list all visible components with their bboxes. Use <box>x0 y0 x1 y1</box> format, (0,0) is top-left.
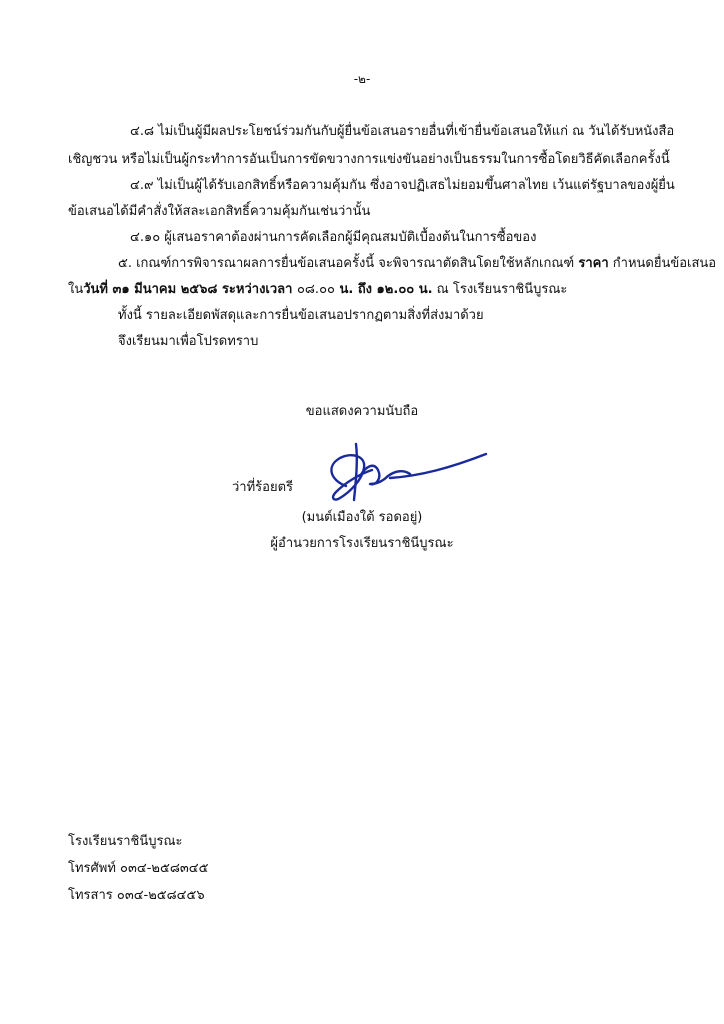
clause-5-text-c: กำหนดยื่นข้อเสนอ <box>608 256 717 271</box>
clause-5-line-1 <box>118 254 716 274</box>
footer-phone: โทรศัพท์ ๐๓๔-๒๕๘๓๔๕ <box>68 861 209 876</box>
signer-rank: ว่าที่ร้อยตรี <box>232 480 294 495</box>
footer-fax: โทรสาร ๐๓๔-๒๕๘๔๕๖ <box>68 888 205 903</box>
page-number: -๒- <box>353 72 371 86</box>
signer-name: (มนต์เมืองใต้ รอดอยู่) <box>301 510 423 525</box>
clause-4-8-line-1: ๔.๘ ไม่เป็นผู้มีผลประโยชน์ร่วมกันกับผู้ยื่นข้อเสนอรายอื่นที่เข้ายื่นข้อเสนอให้แก่ ณ วันได้รับหนังสือ <box>130 124 675 139</box>
clause-4-8-line-2: เชิญชวน หรือไม่เป็นผู้กระทำการอันเป็นการขัดขวางการแข่งขันอย่างเป็นธรรมในการซื้อโดยวิธีคัดเลือกครั้งนี้ <box>68 152 670 167</box>
clause-5-start-time: ๐๘.๐๐ <box>296 282 335 297</box>
signer-title: ผู้อำนวยการโรงเรียนราชินีบูรณะ <box>270 536 454 551</box>
clause-5-criterion: ราคา <box>578 256 609 271</box>
clause-4-10: ๔.๑๐ ผู้เสนอราคาต้องผ่านการคัดเลือกผู้มีคุณสมบัติเบื้องต้นในการซื้อของ <box>130 230 537 245</box>
clause-5-end-time: น. ถึง ๑๒.๐๐ น. <box>334 282 433 297</box>
signature-image <box>0 440 724 510</box>
clause-4-9-line-1: ๔.๙ ไม่เป็นผู้ได้รับเอกสิทธิ์หรือความคุ้มกัน ซึ่งอาจปฏิเสธไม่ยอมขึ้นศาลไทย เว้นแต่รัฐบาลของผู้ยื่น <box>130 178 675 193</box>
clause-4-9-line-2: ข้อเสนอได้มีคำสั่งให้สละเอกสิทธิ์ความคุ้มกันเช่นว่านั้น <box>68 204 371 219</box>
clause-5-in: ใน <box>68 282 84 297</box>
detail-sentence: ทั้งนี้ รายละเอียดพัสดุและการยื่นข้อเสนอปรากฏตามสิ่งที่ส่งมาด้วย <box>118 308 484 323</box>
inform-sentence: จึงเรียนมาเพื่อโปรดทราบ <box>118 334 259 349</box>
clause-5-text-a: ๕. เกณฑ์การพิจารณาผลการยื่นข้อเสนอครั้งนี้ จะพิจารณาตัดสินโดยใช้หลักเกณฑ์ <box>118 256 579 271</box>
footer-org: โรงเรียนราชินีบูรณะ <box>68 834 183 849</box>
clause-5-line-2 <box>68 280 567 300</box>
clause-5-location: ณ โรงเรียนราชินีบูรณะ <box>432 282 568 297</box>
closing-salutation: ขอแสดงความนับถือ <box>305 404 419 419</box>
clause-5-date: วันที่ ๓๑ มีนาคม ๒๕๖๘ ระหว่างเวลา <box>83 282 297 297</box>
